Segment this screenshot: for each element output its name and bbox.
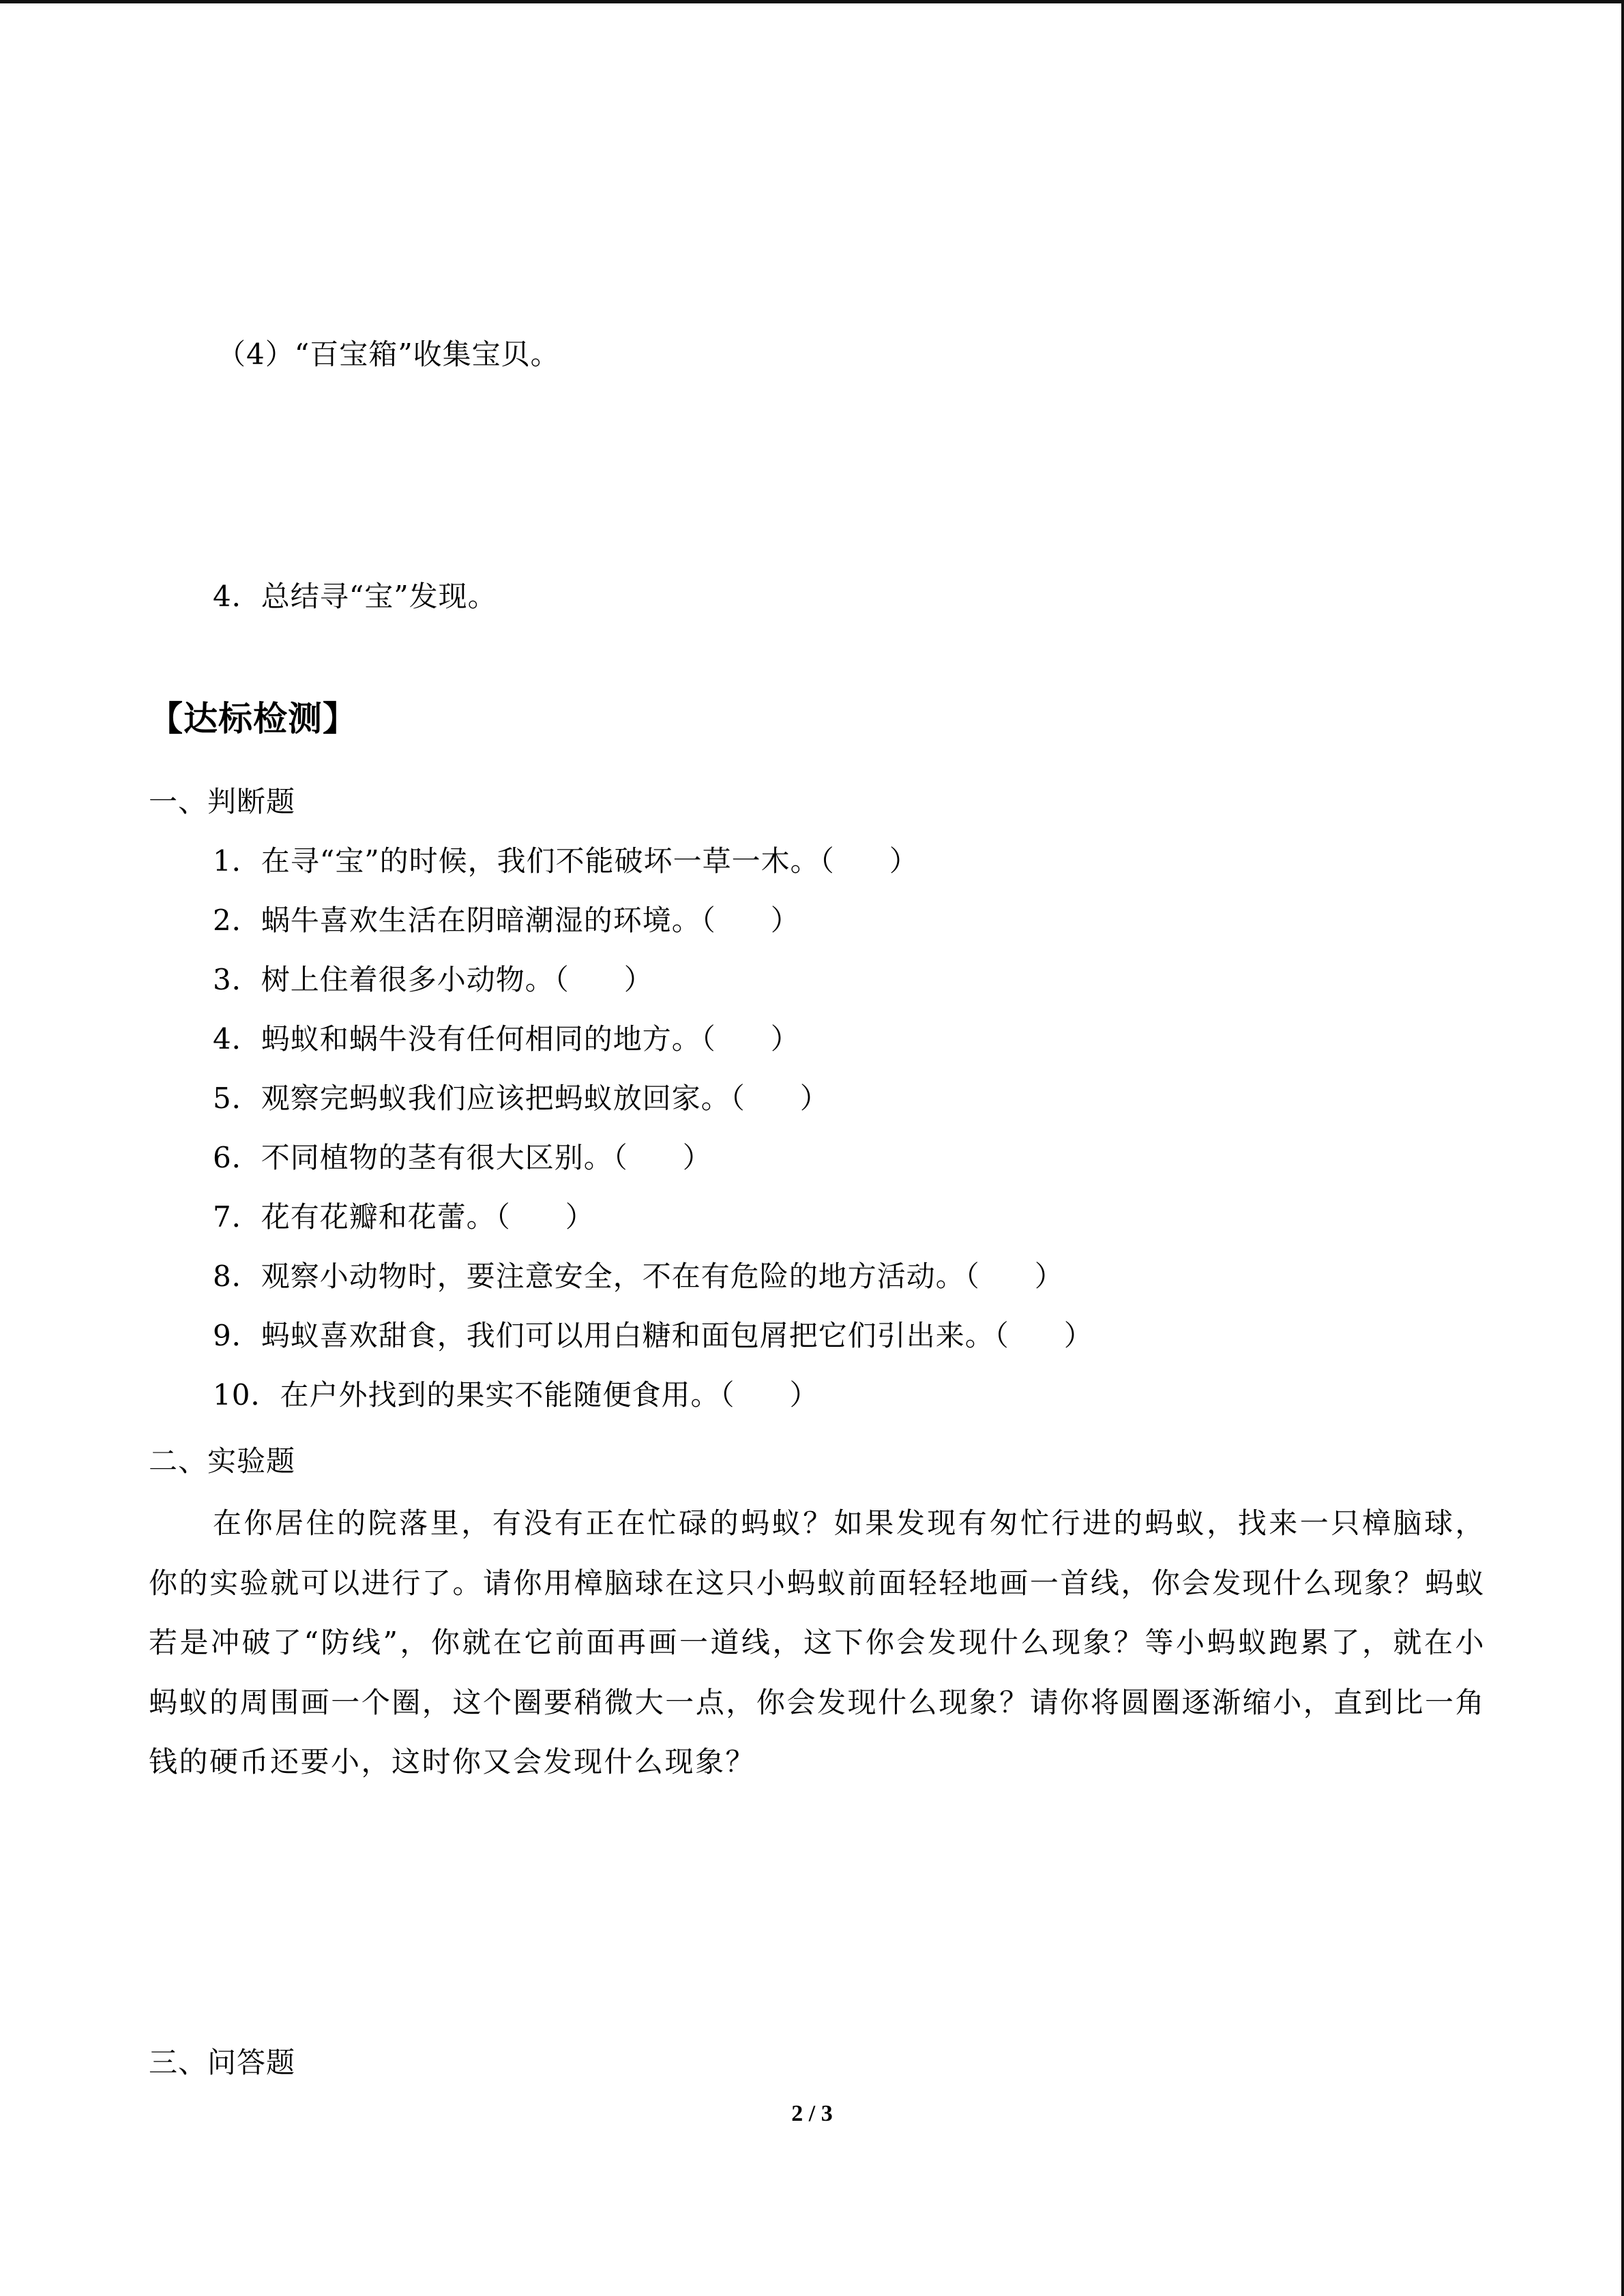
step-4-summary: 4．总结寻“宝”发现。: [213, 580, 497, 613]
question-number: 2．: [213, 904, 261, 937]
sub-step-4: （4）“百宝箱”收集宝贝。: [217, 338, 560, 371]
part-1-heading: 一、判断题: [149, 785, 296, 818]
question-number: 1．: [213, 844, 261, 878]
page-right-border: [1621, 0, 1624, 2296]
question-item-10: [213, 1376, 819, 1414]
page-top-border: [0, 0, 1624, 3]
question-item-5: [213, 1079, 829, 1118]
question-number: 7．: [213, 1200, 261, 1234]
question-text: 观察完蚂蚁我们应该把蚂蚁放回家。: [261, 1082, 730, 1115]
question-text: 蚂蚁和蜗牛没有任何相同的地方。: [261, 1022, 701, 1056]
answer-blank[interactable]: （ ）: [819, 844, 919, 878]
answer-blank[interactable]: （ ）: [720, 1378, 819, 1412]
page-number: 2 / 3: [791, 2101, 833, 2126]
question-text: 在寻“宝”的时候，我们不能破坏一草一木。: [261, 844, 820, 878]
answer-blank[interactable]: （ ）: [495, 1200, 595, 1234]
answer-blank[interactable]: （ ）: [730, 1082, 829, 1115]
question-text: 树上住着很多小动物。: [261, 963, 555, 996]
answer-blank[interactable]: （ ）: [554, 963, 653, 996]
answer-blank[interactable]: （ ）: [964, 1259, 1064, 1293]
question-number: 9．: [213, 1319, 261, 1352]
question-text: 不同植物的茎有很大区别。: [261, 1141, 613, 1174]
question-item-1: [213, 842, 919, 880]
question-item-9: [213, 1317, 1093, 1355]
question-item-4: [213, 1020, 800, 1058]
answer-blank[interactable]: （ ）: [700, 904, 800, 937]
question-item-8: [213, 1257, 1064, 1296]
question-item-7: [213, 1198, 595, 1236]
answer-blank[interactable]: （ ）: [700, 1022, 800, 1056]
section-title: 【达标检测】: [149, 698, 357, 739]
question-item-6: [213, 1139, 712, 1177]
question-text: 花有花瓣和花蕾。: [261, 1200, 496, 1234]
question-text: 蚂蚁喜欢甜食，我们可以用白糖和面包屑把它们引出来。: [261, 1319, 994, 1352]
question-number: 3．: [213, 963, 261, 996]
question-number: 6．: [213, 1141, 261, 1174]
question-number: 8．: [213, 1259, 261, 1293]
question-text: 观察小动物时，要注意安全，不在有危险的地方活动。: [261, 1259, 965, 1293]
question-item-2: [213, 901, 800, 940]
part-3-heading: 三、问答题: [149, 2046, 296, 2079]
part-2-heading: 二、实验题: [149, 1444, 296, 1478]
question-number: 4．: [213, 1022, 261, 1056]
question-text: 蜗牛喜欢生活在阴暗潮湿的环境。: [261, 904, 701, 937]
question-number: 5．: [213, 1082, 261, 1115]
answer-blank[interactable]: （ ）: [612, 1141, 712, 1174]
experiment-paragraph: 在你居住的院落里，有没有正在忙碌的蚂蚁？如果发现有匆忙行进的蚂蚁，找来一只樟脑球，你的实验就可以进行了。请你用樟脑球在这只小蚂蚁前面轻轻地画一首线，你会发现什么现象？蚂蚁若是冲破了“防线”，你就在它前面再画一道线，这下你会发现什么现象？等小蚂蚁跑累了，就在小蚂蚁的周围画一个圈，这个圈要稍微大一点，你会发现什么现象？请你将圆圈逐渐缩小，直到比一角钱的硬币还要小，这时你又会发现什么现象？: [149, 1506, 1486, 1778]
question-text: 在户外找到的果实不能随便食用。: [280, 1378, 720, 1412]
question-item-3: [213, 961, 653, 999]
question-number: 10．: [213, 1378, 280, 1412]
answer-blank[interactable]: （ ）: [994, 1319, 1093, 1352]
